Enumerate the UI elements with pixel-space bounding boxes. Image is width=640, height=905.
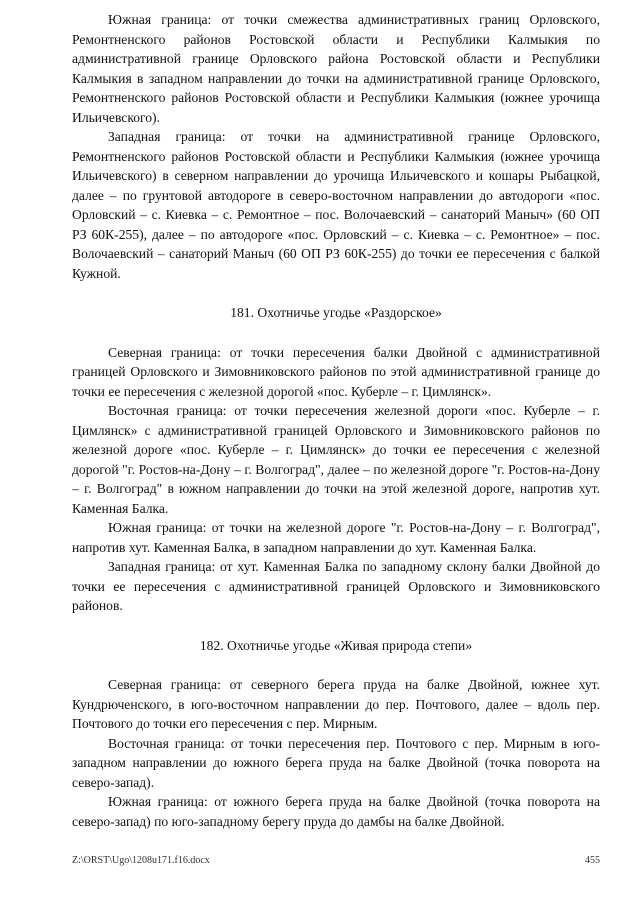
page-footer bbox=[72, 855, 600, 866]
paragraph-181-west: Западная граница: от хут. Каменная Балка по западному склону балки Двойной до точки ее пересечения с административной границей Орловского и Зимовниковского районов. bbox=[72, 559, 600, 613]
paragraph-south-border-prev: Южная граница: от точки смежества административных границ Орловского, Ремонтненского районов Ростовской области и Республики Калмыкия по административной границе Орловского района Ростовской области и Республики Калмыкия в западном направлении до точки на административной границе Орловского, Ремонтненского районов Ростовской области и Республики Калмыкия (южнее урочища Ильичевского). bbox=[72, 12, 600, 125]
page-number: 455 bbox=[585, 855, 600, 866]
paragraph-181-east: Восточная граница: от точки пересечения железной дороги «пос. Куберле – г. Цимлянск» с административной границей Орловского и Зимовниковского районов по железной дороге «пос. Куберле – г. Цимлянск» до точки ее пересечения с железной дорогой "г. Ростов-на-Дону – г. Волгоград", далее – по железной дороге "г. Ростов-на-Дону – г. Волгоград" в южном направлении до точки на этой железной дороге, напротив хут. Каменная Балка. bbox=[72, 403, 600, 516]
paragraph-182-north: Северная граница: от северного берега пруда на балке Двойной, южнее хут. Кундрюченского, в юго-восточном направлении до пер. Почтового, далее – вдоль пер. Почтового до точки его пересечения с пер. Мирным. bbox=[72, 677, 600, 731]
paragraph-181-north: Северная граница: от точки пересечения балки Двойной с административной границей Орловского и Зимовниковского районов по этой административной границе до точки ее пересечения с железной дорогой «пос. Куберле – г. Цимлянск». bbox=[72, 344, 600, 399]
paragraph-182-south: Южная граница: от южного берега пруда на балке Двойной (точка поворота на северо-запад) по юго-западному берегу пруда до дамбы на балке Двойной. bbox=[72, 794, 600, 829]
paragraph-181-south: Южная граница: от точки на железной дороге "г. Ростов-на-Дону – г. Волгоград", напротив хут. Каменная Балка, в западном направлении до хут. Каменная Балка. bbox=[72, 520, 600, 555]
paragraph-182-east: Восточная граница: от точки пересечения пер. Почтового с пер. Мирным в юго-западном направлении до южного берега пруда на балке Двойной (точка поворота на северо-запад). bbox=[72, 735, 600, 790]
paragraph-west-border-prev: Западная граница: от точки на административной границе Орловского, Ремонтненского районов Ростовской области и Республики Калмыкия (южнее урочища Ильичевского) в северном направлении до урочища Ильичевского и кошары Рыбацкой, далее – по грунтовой автодороге в северо-восточном направлении до автодороги «пос. Орловский – с. Киевка – с. Ремонтное – пос. Волочаевский – санаторий Маныч» (60 ОП РЗ 60К-255), далее – по автодороге «пос. Орловский – с. Киевка – с. Ремонтное» – пос. Волочаевский – санаторий Маныч (60 ОП РЗ 60К-255) до точки ее пересечения с балкой Кужной. bbox=[72, 129, 600, 281]
section-title-182: 182. Охотничье угодье «Живая природа степи» bbox=[199, 637, 473, 653]
section-title-181: 181. Охотничье угодье «Раздорское» bbox=[230, 305, 442, 320]
document-page bbox=[72, 10, 600, 831]
footer-file-path: Z:\ORST\Ugo\1208u171.f16.docx bbox=[72, 855, 210, 866]
